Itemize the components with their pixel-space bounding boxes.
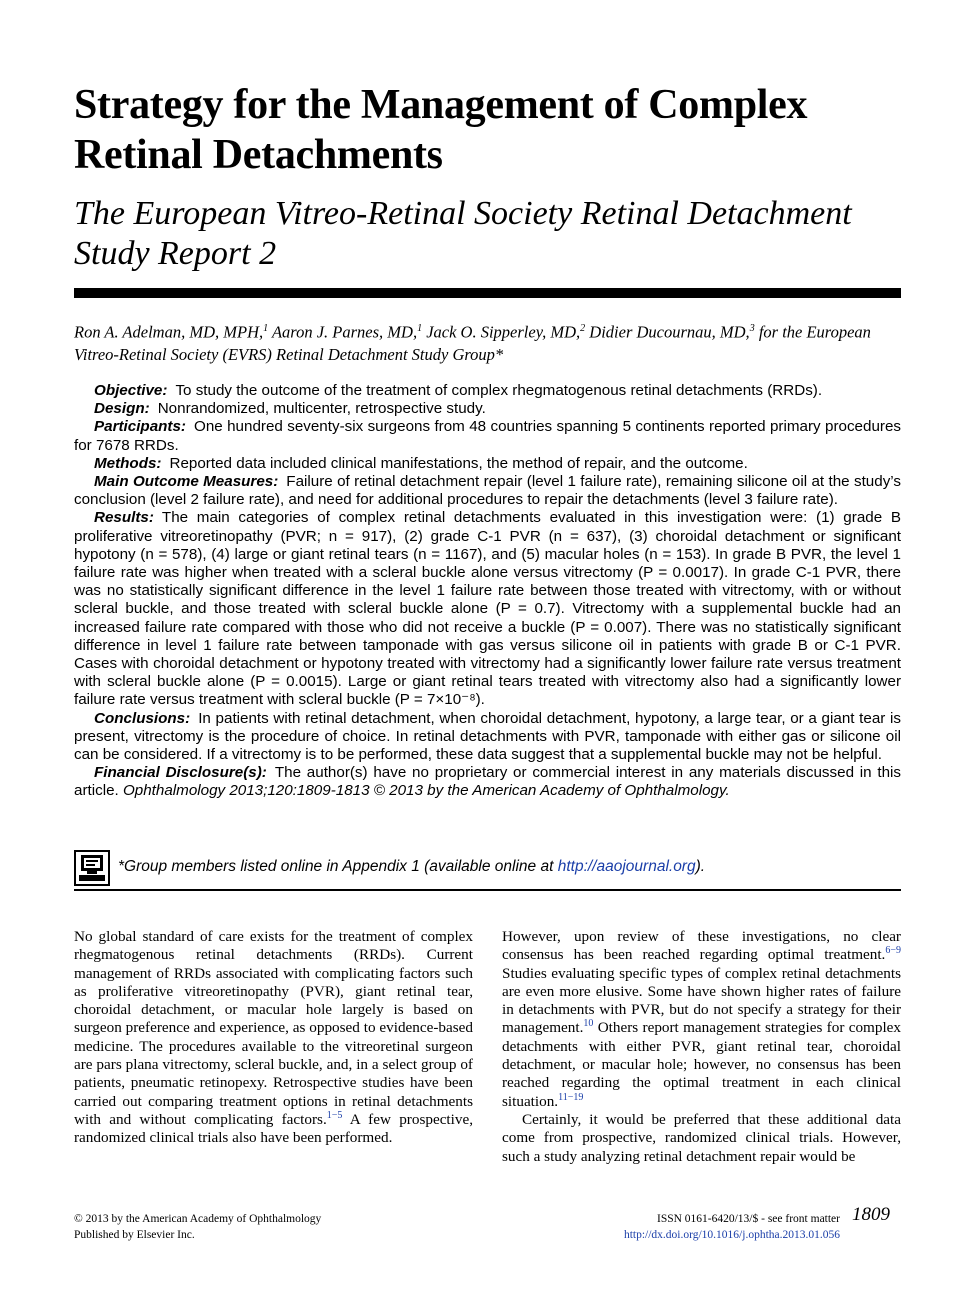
intro-paragraph-continued [502, 928, 901, 1111]
author-sipperley: Jack O. Sipperley, MD, [426, 322, 581, 342]
body-text: Others report management strategies for complex detachments with either PVR, giant retinal tear, choroidal detachment, or macular hole; however, no consensus has been reached regarding the optimal treatment in each clinical situation. [502, 1019, 901, 1110]
article-subtitle: The European Vitreo-Retinal Society Retinal Detachment Study Report 2 [74, 195, 852, 272]
abstract-text: The author(s) have no proprietary or commercial interest in any materials discussed in this article. [74, 764, 901, 800]
body-text: No global standard of care exists for the treatment of complex rhegmatogenous retinal detachments (RRDs). Current management of RRDs associated with complicating factors such as proliferative vitreoretinopathy (PVR), giant retinal tear, choroidal detachment, or macular hole largely is based on surgeon preference and experience, as opposed to evidence-based medicine. The procedures available to the vitreoretinal surgeon are pars plana vitrectomy, scleral buckle, and, in a select group of patients, pneumatic retinopexy. Retrospective studies have been carried out comparing treatment options in retinal detachments with and without complicating factors. [74, 928, 473, 1128]
abstract-label: Methods: [94, 454, 162, 472]
abstract-conclusions [74, 710, 901, 765]
author-parnes: Aaron J. Parnes, MD, [271, 322, 418, 342]
abstract-text: Nonrandomized, multicenter, retrospective study. [157, 400, 486, 418]
abstract-text: To study the outcome of the treatment of complex rhegmatogenous retinal detachments (RRDs). [175, 382, 823, 399]
copyright-line: © 2013 by the American Academy of Ophthalmology [74, 1213, 322, 1225]
computer-icon [74, 850, 110, 886]
affiliation-marker: 2 [580, 323, 586, 334]
affiliation-marker: 3 [749, 323, 755, 334]
body-text: However, upon review of these investigations, no clear consensus has been reached regarding optimal treatment. [502, 928, 901, 964]
reference-link[interactable]: 6−9 [885, 945, 901, 957]
study-group: for the European Vitreo-Retinal Society (EVRS) Retinal Detachment Study Group* [74, 322, 871, 364]
abstract-text: In patients with retinal detachment, when choroidal detachment, hypotony, a large tear, or a giant tear is present, vitrectomy is the procedure of choice. In retinal detachments with PVR, tamponade with either gas or silicone oil can be considered. If a vitrectomy is to be performed, these data suggest that a supplemental buckle may not be helpful. [74, 709, 901, 764]
appendix-text [118, 858, 705, 876]
abstract-results [74, 509, 901, 709]
page-number: 1809 [852, 1204, 890, 1225]
journal-citation: Ophthalmology 2013;120:1809-1813 © 2013 by the American Academy of Ophthalmology. [122, 782, 730, 800]
abstract-divider [74, 889, 901, 891]
footer-left [74, 1211, 321, 1243]
second-paragraph: Certainly, it would be preferred that these additional data come from prospective, randomized clinical trials. However, such a study analyzing retinal detachment repair would be [502, 1110, 901, 1165]
abstract-label: Conclusions: [94, 709, 191, 727]
intro-paragraph [74, 928, 473, 1148]
abstract-design [74, 400, 901, 418]
abstract-text: Reported data included clinical manifestations, the method of repair, and the outcome. [169, 454, 748, 472]
abstract-label: Results: [94, 509, 154, 527]
reference-link[interactable]: 10 [583, 1018, 594, 1030]
body-column-right [502, 928, 901, 1166]
abstract-label: Participants: [94, 418, 186, 436]
doi-link[interactable]: http://dx.doi.org/10.1016/j.ophtha.2013.01.056 [623, 1229, 840, 1241]
affiliation-marker: 1 [263, 323, 269, 334]
abstract-text: One hundred seventy-six surgeons from 48 countries spanning 5 continents reported primary procedures for 7678 RRDs. [74, 418, 901, 454]
structured-abstract [74, 382, 901, 801]
abstract-text: Failure of retinal detachment repair (level 1 failure rate), remaining silicone oil at the study’s conclusion (level 2 failure rate), and need for additional procedures to repair the detachments (level 3 failure rate). [74, 473, 901, 509]
body-text: A few prospective, randomized clinical trials also have been performed. [74, 1110, 473, 1147]
author-ducournau: Didier Ducournau, MD, [589, 322, 750, 342]
appendix-note-text: *Group members listed online in Appendix 1 (available online at [118, 858, 558, 875]
appendix-note-close: ). [695, 858, 706, 875]
body-text: Studies evaluating specific types of complex retinal detachments are even more elusive. Some have shown higher rates of failure in detachments with PVR, but do not specify a strategy for their management. [502, 964, 901, 1037]
body-column-left [74, 928, 473, 1148]
publisher-line: Published by Elsevier Inc. [74, 1229, 195, 1241]
abstract-label: Main Outcome Measures: [94, 473, 279, 491]
appendix-link[interactable]: http://aaojournal.org [557, 858, 696, 875]
abstract-methods [74, 455, 901, 473]
abstract-label: Objective: [94, 382, 168, 399]
footer-right [600, 1211, 840, 1243]
affiliation-marker: 1 [417, 323, 423, 334]
reference-link[interactable]: 1−5 [326, 1109, 343, 1121]
reference-link[interactable]: 11−19 [558, 1091, 584, 1103]
author-adelman: Ron A. Adelman, MD, MPH, [74, 322, 264, 342]
abstract-disclosure [74, 764, 901, 800]
online-appendix-note [74, 850, 901, 888]
abstract-objective [74, 382, 901, 400]
abstract-label: Design: [94, 400, 150, 418]
title-divider [74, 288, 901, 298]
abstract-outcome-measures [74, 473, 901, 509]
abstract-text: The main categories of complex retinal detachments evaluated in this investigation were: (1) grade B proliferative vitreoretinopathy (PVR; n = 917), (2) grade C-1 PVR (n = 637), (3) choroidal detachment or significant hypotony (n = 578), (4) large or giant retinal tears (n = 1167), and (5) macular holes (n = 153). In grade B PVR, the level 1 failure rate was higher when treated with a scleral buckle alone versus vitrectomy (P = 0.0017). In grade C-1 PVR, there was no statistically significant difference in the level 1 failure rate between those treated with vitrectomy, with or without scleral buckle, and those treated with scleral buckle alone (P = 0.7). Vitrectomy with a supplemental buckle had an increased failure rate compared with those who did not receive a buckle (P = 0.007). There was no statistically significant difference in level 1 failure rate between tamponade with gas versus silicone oil in patients with grade B or C-1 PVR. Cases with choroidal detachment or hypotony treated with vitrectomy had a significantly lower failure rate versus treatment with scleral buckle alone (P = 0.0015). Large or giant retinal tears treated with vitrectomy also had a significantly lower failure rate versus treatment with scleral buckle (P = 7×10⁻⁸). [74, 509, 901, 709]
article-title: Strategy for the Management of Complex Retinal Detachments [74, 82, 808, 178]
issn-line: ISSN 0161-6420/13/$ - see front matter [656, 1213, 840, 1225]
abstract-label: Financial Disclosure(s): [94, 764, 267, 782]
author-list [74, 318, 901, 366]
abstract-participants [74, 418, 901, 454]
